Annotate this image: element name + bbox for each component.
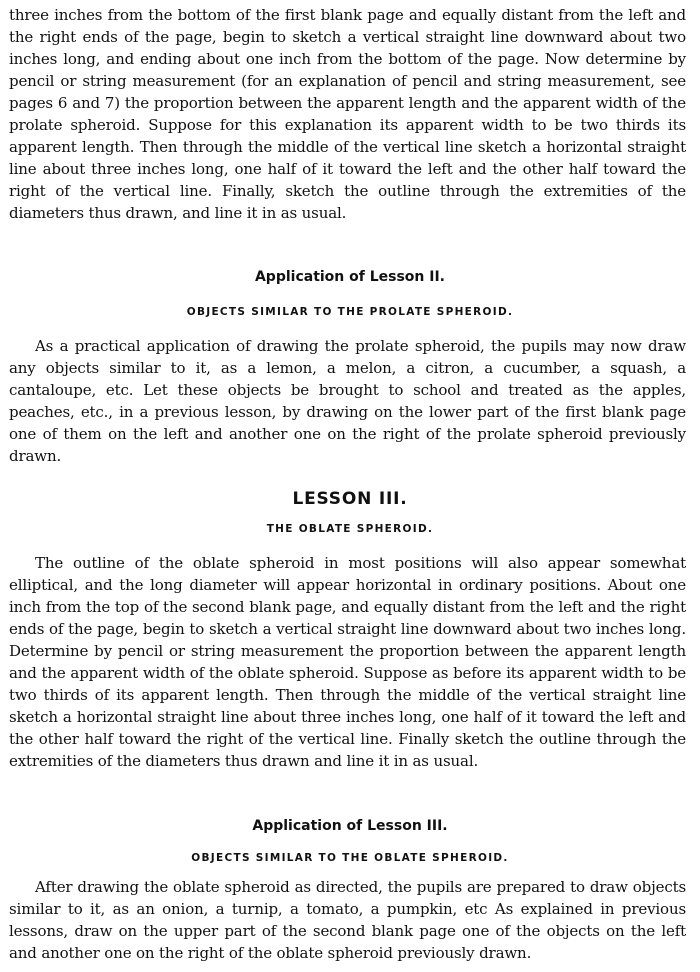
intro-paragraph: three inches from the bottom of the first blank page and equally distant from the left and the right ends of the page, begin to sketch a vertical straight line downward about two inches long, and ending about one inch from the bottom of the page. Now determine by pencil or string measurement (for an explanation of pencil and string measurement, see pages 6 and 7) the proportion between the apparent length and the apparent width of the prolate spheroid. Suppose for this explanation its apparent width to be two thirds its apparent length. Then through the middle of the vertical line sketch a horizontal straight line about three inches long, one half of it toward the left and the other half toward the right of the vertical line. Finally, sketch the outline through the extremities of the diameters thus drawn, and line it in as usual.	[9, 6, 686, 222]
application-lesson-3-title: Application of Lesson III.	[252, 818, 448, 834]
application-lesson-2-title: Application of Lesson II.	[254, 269, 446, 285]
application-lesson-2-subtitle: OBJECTS SIMILAR TO THE PROLATE SPHEROID.	[186, 306, 514, 318]
application-lesson-2-paragraph: As a practical application of drawing the prolate spheroid, the pupils may now draw any objects similar to it, as a lemon, a melon, a citron, a cucumber, a squash, a cantaloupe, etc. Let these objects be brought to school and treated as the apples, peaches, etc., in a previous lesson, by drawing on the lower part of the first blank page one of them on the left and another one on the right of the prolate spheroid previously drawn.	[9, 337, 686, 465]
lesson-3-subtitle: THE OBLATE SPHEROID.	[266, 523, 434, 535]
application-lesson-3-subtitle: OBJECTS SIMILAR TO THE OBLATE SPHEROID.	[191, 852, 509, 864]
lesson-3-paragraph: The outline of the oblate spheroid in most positions will also appear somewhat elliptical, and the long diameter will appear horizontal in ordinary positions. About one inch from the top of the second blank page, and equally distant from the left and the right ends of the page, begin to sketch a vertical straight line downward about two inches long. Determine by pencil or string measurement the proportion between the apparent length and the apparent width of the oblate spheroid. Suppose as before its apparent width to be two thirds of its apparent length. Then through the middle of the vertical straight line sketch a horizontal straight line about three inches long, one half of it toward the left and the other half toward the right of the vertical line. Finally sketch the outline through the extremities of the diameters thus drawn and line it in as usual.	[9, 554, 686, 770]
application-lesson-3-paragraph: After drawing the oblate spheroid as directed, the pupils are prepared to draw objects similar to it, as an onion, a turnip, a tomato, a pumpkin, etc As explained in previous lessons, draw on the upper part of the second blank page one of the objects on the left and another one on the right of the oblate spheroid previously drawn.	[9, 878, 686, 962]
lesson-3-title: LESSON III.	[292, 489, 408, 509]
